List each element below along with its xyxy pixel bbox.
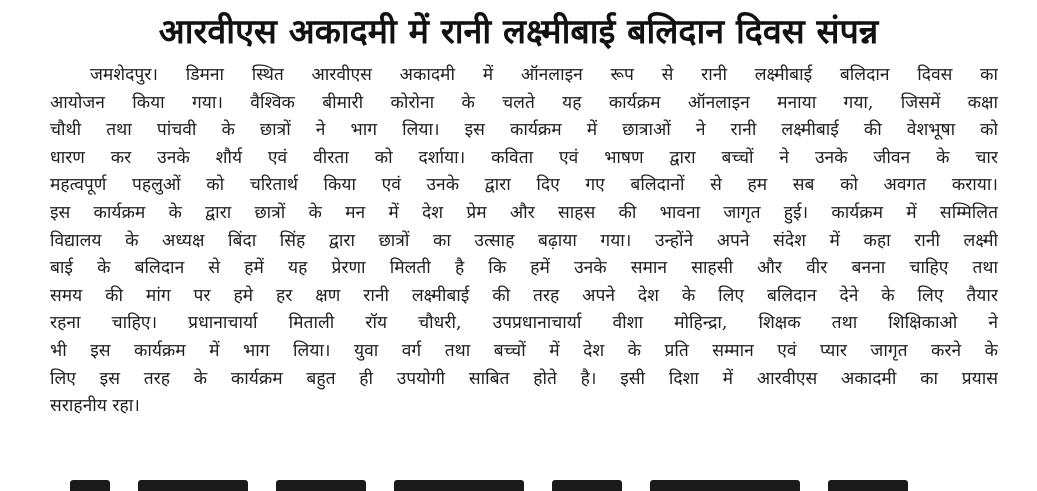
article-line: बाई के बलिदान से हमें यह प्रेरणा मिलती है कि हमें उनके समान साहसी और वीर बनना चाहिए तथा [50,258,998,279]
article-line: विद्यालय के अध्यक्ष बिंदा सिंह द्वारा छात्रों का उत्साह बढ़ाया गया। उन्होंने अपने संदेश में कहा रानी लक्ष्मी [50,230,998,251]
article-line: जमशेदपुर। डिमना स्थित आरवीएस अकादमी में ऑनलाइन रूप से रानी लक्ष्मीबाई बलिदान दिवस का [90,65,998,85]
article-line: इस कार्यक्रम के द्वारा छात्रों के मन में देश प्रेम और साहस की भावना जागृत हुई। कार्यक्रम में सम्मिलित [50,202,998,223]
article-line: भी इस कार्यक्रम में भाग लिया। युवा वर्ग तथा बच्चों में देश के प्रति सम्मान एवं प्यार जागृत करने के [50,340,998,361]
cropped-next-headline [70,474,970,491]
article-line: रहना चाहिए। प्रधानाचार्या मिताली रॉय चौधरी, उपप्रधानाचार्या वीशा मोहिन्द्रा, शिक्षक तथा शिक्षिकाओ ने [50,313,998,334]
article-body [50,62,998,421]
article-line: चौथी तथा पांचवी के छात्रों ने भाग लिया। इस कार्यक्रम में छात्राओं ने रानी लक्ष्मीबाई की वेशभूषा को [50,120,998,141]
article-line: आयोजन किया गया। वैश्विक बीमारी कोरोना के चलते यह कार्यक्रम ऑनलाइन मनाया गया, जिसमें कक्षा [50,92,998,113]
article-line: धारण कर उनके शौर्य एवं वीरता को दर्शाया। कविता एवं भाषण द्वारा बच्चों ने उनके जीवन के चार [50,147,998,168]
article-headline: आरवीएस अकादमी में रानी लक्ष्मीबाई बलिदान दिवस संपन्न [158,12,879,52]
article-line: सराहनीय रहा। [50,396,140,417]
article-line: लिए इस तरह के कार्यक्रम बहुत ही उपयोगी साबित होते है। इसी दिशा में आरवीएस अकादमी का प्रयास [50,368,998,389]
article-line: समय की मांग पर हमे हर क्षण रानी लक्ष्मीबाई की तरह अपने देश के लिए बलिदान देने के लिए तैयार [50,285,998,306]
article-line: महत्वपूर्ण पहलुओं को चरितार्थ किया एवं उनके द्वारा दिए गए बलिदानों से हम सब को अवगत कराया। [50,175,998,196]
